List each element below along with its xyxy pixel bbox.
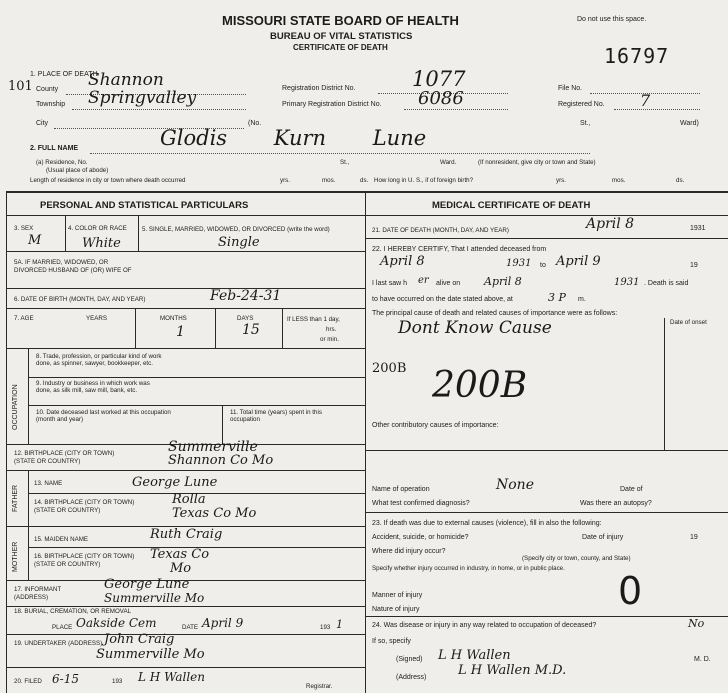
principal-label: The principal cause of death and related causes of importance were as follows: (372, 310, 618, 317)
filed-signature: L H Wallen (138, 670, 206, 684)
date-label: DATE (182, 624, 199, 631)
father-birth-value-2: Texas Co Mo (172, 506, 257, 521)
occurred-label: to have occurred on the date stated above, at (372, 296, 513, 303)
mother-side-label: MOTHER (12, 541, 19, 572)
registered-value: 7 (640, 91, 651, 110)
mother-birth-value-1: Texas Co (150, 547, 210, 562)
address-value: L H Wallen M.D. (458, 663, 567, 678)
accident-label: Accident, suicide, or homicide? (372, 534, 469, 541)
occ8-label: 8. Trade, profession, or particular kind of work done, as spinner, sawyer, bookkeeper, etc. (36, 353, 162, 368)
how-long-ds: ds. (676, 177, 685, 184)
death-date-year: 1931 (690, 225, 706, 232)
birthplace-label: 12. BIRTHPLACE (CITY OR TOWN) (STATE OR COUNTRY) (14, 450, 115, 466)
how-long-mos: mos. (612, 177, 626, 184)
place-value: Oakside Cem (76, 616, 157, 630)
how-long-label: How long in U. S., if of foreign birth? (374, 177, 474, 184)
father-birth-value-1: Rolla (172, 492, 206, 507)
onset-label: Date of onset (670, 319, 707, 326)
place-label: PLACE (52, 624, 73, 631)
other-causes-label: Other contributory causes of importance: (372, 422, 499, 429)
county-value: Shannon (88, 70, 164, 90)
injury-date-label: Date of injury (582, 534, 624, 541)
father-name-value: George Lune (132, 475, 218, 490)
op-date-label: Date of (620, 486, 643, 493)
months-label: MONTHS (160, 315, 187, 322)
registrar-label: Registrar. (306, 683, 333, 690)
occ11-label: 11. Total time (years) spent in this occupation (230, 409, 322, 424)
residence-sub: (Usual place of abode) (46, 167, 109, 174)
last-saw-value: er (418, 275, 429, 286)
board-title: MISSOURI STATE BOARD OF HEALTH (222, 13, 459, 28)
confirmed-label: What test confirmed diagnosis? (372, 500, 470, 507)
to-value: April 9 (556, 254, 601, 269)
nonresident-note: (If nonresident, give city or town and State) (478, 159, 596, 166)
mother-birth-label: 16. BIRTHPLACE (CITY OR TOWN) (STATE OR COUNTRY) (34, 553, 135, 569)
dob-value: Feb-24-31 (210, 288, 282, 304)
township-value: Springvalley (88, 88, 197, 108)
manner-label: Manner of injury (372, 592, 423, 599)
autopsy-label: Was there an autopsy? (580, 500, 652, 507)
father-side-label: FATHER (12, 484, 19, 512)
occ10-label: 10. Date deceased last worked at this occupation (month and year) (36, 409, 171, 424)
township-label: Township (36, 101, 66, 108)
time-value: 3 P (548, 291, 566, 304)
father-birth-label: 14. BIRTHPLACE (CITY OR TOWN) (STATE OR COUNTRY) (34, 499, 135, 515)
years-label: YEARS (86, 315, 107, 322)
medical-section-title: MEDICAL CERTIFICATE OF DEATH (432, 200, 591, 211)
q24-label: 24. Was disease or injury in any way related to occupation of deceased? (372, 622, 597, 629)
death-said-label: . Death is said (644, 280, 689, 287)
date-year-label: 193 (320, 624, 331, 631)
residence-label: (a) Residence, No. (36, 159, 88, 166)
days-label: DAYS (237, 315, 254, 322)
signed-value: L H Wallen (438, 648, 511, 663)
filed-label: 20. FILED (14, 678, 42, 685)
external-label: 23. If death was due to external causes (violence), fill in also the following: (372, 520, 602, 527)
certify-label: 22. I HEREBY CERTIFY, That I attended deceased from (372, 246, 547, 253)
ward-label: Ward) (680, 120, 699, 127)
informant-value-2: Summerville Mo (104, 591, 205, 605)
informant-label: 17. INFORMANT (ADDRESS) (14, 586, 61, 602)
sex-value: M (28, 233, 42, 248)
length-mos: mos. (322, 177, 336, 184)
nature-label: Nature of injury (372, 606, 420, 613)
occupation-side-label: OCCUPATION (12, 384, 19, 430)
from-year: 1931 (506, 258, 532, 269)
address-label: (Address) (396, 674, 427, 681)
to-year: 19 (690, 262, 698, 269)
code-large: 200B (432, 365, 528, 406)
filed-year-label: 193 (112, 678, 123, 685)
date-value: April 9 (202, 616, 244, 630)
death-date-value: April 8 (586, 216, 635, 232)
alive-on-label: alive on (436, 280, 461, 287)
reg-district-value: 1077 (412, 67, 466, 91)
operation-label: Name of operation (372, 486, 430, 493)
how-long-yrs: yrs. (556, 177, 566, 184)
circle-mark: 0 (618, 569, 643, 613)
death-date-label: 21. DATE OF DEATH (MONTH, DAY, AND YEAR) (372, 227, 509, 234)
file-no-label: File No. (558, 85, 583, 92)
county-label: County (36, 86, 59, 93)
do-not-use-note: Do not use this space. (577, 16, 647, 23)
mother-name-label: 15. MAIDEN NAME (34, 536, 88, 543)
sex-label: 3. SEX (14, 225, 34, 232)
undertaker-label: 19. UNDERTAKER (ADDRESS) (14, 640, 103, 647)
length-ds: ds. (360, 177, 369, 184)
registered-label: Registered No. (558, 101, 605, 108)
length-residence-label: Length of residence in city or town where death occurred (30, 177, 186, 184)
birthplace-value-1: Summerville (168, 439, 258, 455)
margin-number: 101 (8, 79, 33, 94)
stamp-number: 16797 (604, 44, 670, 68)
father-name-label: 13. NAME (34, 480, 63, 487)
birthplace-value-2: Shannon Co Mo (168, 453, 274, 468)
if-so-label: If so, specify (372, 638, 411, 645)
or-min-label: or min. (320, 336, 339, 343)
st-label: St., (580, 120, 591, 127)
residence-ward-label: Ward. (440, 159, 457, 166)
burial-label: 18. BURIAL, CREMATION, OR REMOVAL (14, 608, 132, 615)
injury-year: 19 (690, 534, 698, 541)
code-small: 200B (372, 361, 407, 376)
marital-label: 5. SINGLE, MARRIED, WIDOWED, OR DIVORCED (write the word) (142, 226, 330, 233)
full-name-label: 2. FULL NAME (30, 145, 79, 152)
length-yrs: yrs. (280, 177, 290, 184)
primary-district-label: Primary Registration District No. (282, 101, 382, 108)
where-sub: (Specify city or town, county, and State) (522, 555, 631, 562)
mother-name-value: Ruth Craig (150, 527, 223, 542)
city-label: City (36, 120, 49, 127)
age-label: 7. AGE (14, 315, 34, 322)
last-saw-label: I last saw h (372, 280, 408, 287)
where-label: Where did injury occur? (372, 548, 446, 555)
marital-value: Single (218, 235, 260, 250)
bureau-title: BUREAU OF VITAL STATISTICS (270, 31, 413, 42)
q24-value: No (688, 617, 705, 630)
undertaker-value-1: John Craig (104, 632, 175, 647)
from-value: April 8 (380, 254, 425, 269)
to-label: to (540, 262, 546, 269)
color-label: 4. COLOR OR RACE (68, 225, 127, 232)
occ9-label: 9. Industry or business in which work was done, as silk mill, saw mill, bank, etc. (36, 380, 150, 395)
certificate-title: CERTIFICATE OF DEATH (293, 43, 388, 52)
m-label: m. (578, 296, 586, 303)
less-than-label: If LESS than 1 day, (287, 316, 340, 323)
primary-district-value: 6086 (418, 88, 464, 109)
cause-value: Dont Know Cause (398, 318, 552, 338)
spouse-label: 5A. IF MARRIED, WIDOWED, OR DIVORCED HUSBAND OF (OR) WIFE OF (14, 259, 132, 274)
months-value: 1 (176, 324, 185, 340)
mother-birth-value-2: Mo (170, 561, 192, 576)
city-paren: (No. (248, 120, 262, 127)
undertaker-value-2: Summerville Mo (96, 647, 205, 662)
residence-st-label: St., (340, 159, 350, 166)
personal-section-title: PERSONAL AND STATISTICAL PARTICULARS (40, 200, 249, 211)
color-value: White (82, 236, 121, 251)
signed-label: (Signed) (396, 656, 423, 663)
alive-year: 1931 (614, 277, 640, 288)
operation-value: None (496, 477, 534, 493)
alive-on-value: April 8 (484, 275, 522, 288)
place-of-death-heading: 1. PLACE OF DEATH (30, 71, 98, 78)
days-value: 15 (242, 322, 260, 338)
specify-label: Specify whether injury occurred in industry, in home, or in public place. (372, 565, 565, 572)
full-name-value: Glodis Kurn Lune (160, 126, 427, 150)
hrs-label: hrs. (326, 326, 337, 333)
reg-district-label: Registration District No. (282, 85, 356, 92)
md-label: M. D. (694, 656, 711, 663)
informant-value-1: George Lune (104, 577, 190, 592)
filed-value: 6-15 (52, 672, 79, 686)
dob-label: 6. DATE OF BIRTH (MONTH, DAY, AND YEAR) (14, 296, 146, 303)
date-year-value: 1 (336, 618, 343, 631)
